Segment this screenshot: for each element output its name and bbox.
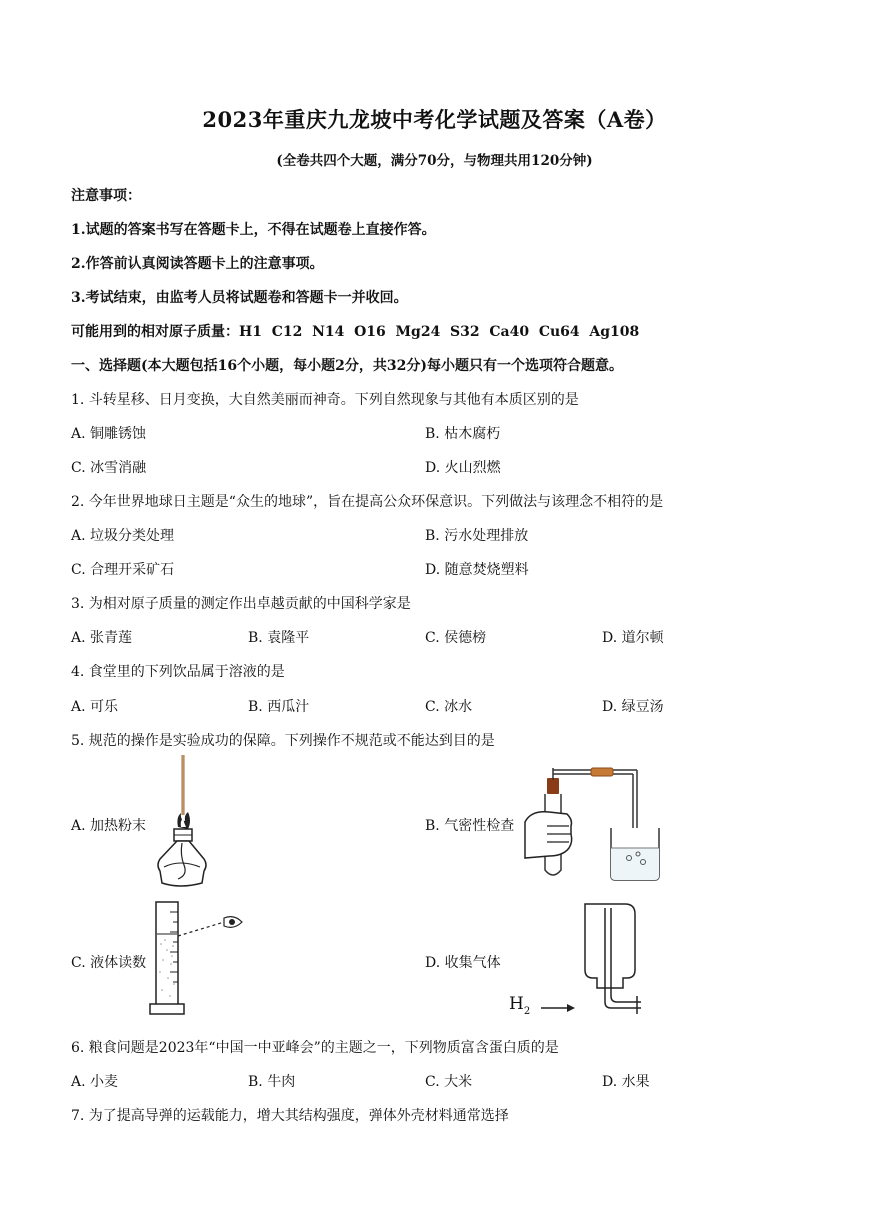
notice-item: 1.试题的答案书写在答题卡上，不得在试题卷上直接作答。	[71, 222, 436, 238]
h2-label: $H_2$	[509, 994, 531, 1017]
option-b: B. 牛肉	[248, 1074, 296, 1090]
figure-airtightness-check	[525, 768, 665, 883]
question-stem: 6. 粮食问题是2023年“中国一中亚峰会”的主题之一，下列物质富含蛋白质的是	[71, 1040, 559, 1056]
notice-heading: 注意事项：	[71, 188, 141, 204]
option-a: A. 张青莲	[71, 630, 133, 646]
option-b: B. 西瓜汁	[248, 699, 310, 715]
option-a: A. 加热粉末	[71, 818, 147, 834]
page-title: 2023年重庆九龙坡中考化学试题及答案（A卷）	[202, 107, 667, 132]
option-a: A. 小麦	[71, 1074, 119, 1090]
notice-item: 3.考试结束，由监考人员将试题卷和答题卡一并收回。	[71, 290, 408, 306]
option-a: A. 铜雕锈蚀	[71, 426, 147, 442]
option-c: C. 冰水	[425, 699, 473, 715]
option-a: A. 垃圾分类处理	[71, 528, 175, 544]
option-d: D. 收集气体	[425, 955, 501, 971]
option-d: D. 水果	[602, 1074, 650, 1090]
question-stem: 4. 食堂里的下列饮品属于溶液的是	[71, 664, 285, 680]
option-c: C. 侯德榜	[425, 630, 487, 646]
option-d: D. 道尔顿	[602, 630, 664, 646]
question-stem: 7. 为了提高导弹的运载能力，增大其结构强度，弹体外壳材料通常选择	[71, 1108, 509, 1124]
option-d: D. 随意焚烧塑料	[425, 562, 529, 578]
notice-item: 2.作答前认真阅读答题卡上的注意事项。	[71, 256, 324, 272]
page-subtitle: (全卷共四个大题，满分70分，与物理共用120分钟)	[276, 153, 593, 169]
question-stem: 3. 为相对原子质量的测定作出卓越贡献的中国科学家是	[71, 596, 411, 612]
atomic-masses: 可能用到的相对原子质量：H1 C12 N14 O16 Mg24 S32 Ca40 Cu64 Ag108	[71, 324, 640, 340]
option-d: D. 绿豆汤	[602, 699, 664, 715]
figure-liquid-reading	[150, 900, 250, 1018]
option-b: B. 袁隆平	[248, 630, 310, 646]
option-b: B. 污水处理排放	[425, 528, 529, 544]
section-heading: 一、选择题(本大题包括16个小题，每小题2分，共32分)每小题只有一个选项符合题意。	[71, 358, 623, 374]
question-stem: 2. 今年世界地球日主题是“众生的地球”，旨在提高公众环保意识。下列做法与该理念不相符的是	[71, 494, 664, 510]
option-d: D. 火山烈燃	[425, 460, 501, 476]
option-c: C. 大米	[425, 1074, 473, 1090]
question-stem: 5. 规范的操作是实验成功的保障。下列操作不规范或不能达到目的是	[71, 733, 495, 749]
option-b: B. 气密性检查	[425, 818, 515, 834]
option-c: C. 合理开采矿石	[71, 562, 175, 578]
option-c: C. 冰雪消融	[71, 460, 147, 476]
option-a: A. 可乐	[71, 699, 119, 715]
figure-heating-powder	[150, 755, 210, 895]
option-b: B. 枯木腐朽	[425, 426, 501, 442]
question-stem: 1. 斗转星移、日月变换，大自然美丽而神奇。下列自然现象与其他有本质区别的是	[71, 392, 579, 408]
option-c: C. 液体读数	[71, 955, 147, 971]
